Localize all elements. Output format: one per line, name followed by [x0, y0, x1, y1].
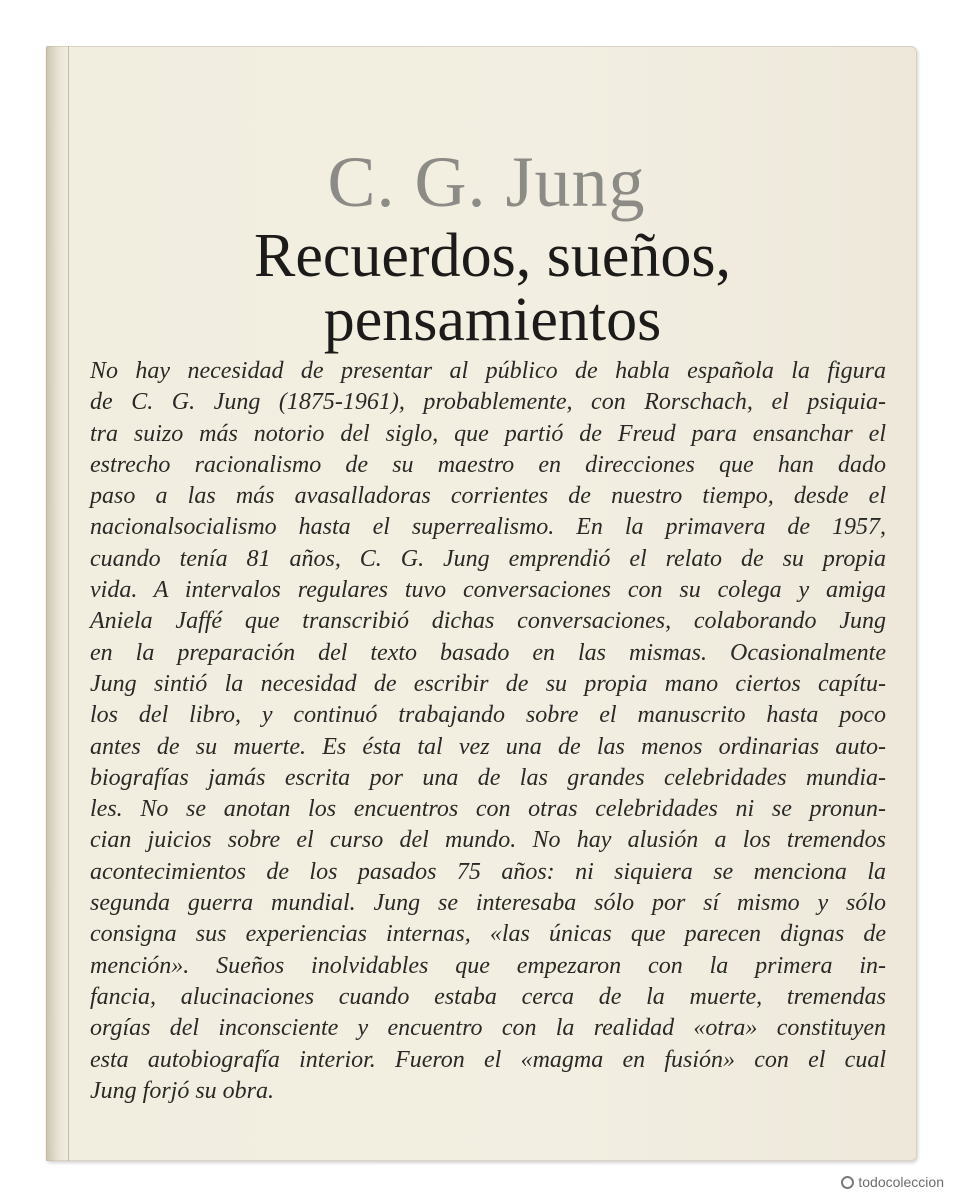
blurb-line: cuando tenía 81 años, C. G. Jung emprendió el relato de su propia [90, 545, 886, 572]
watermark-text: todocoleccion [858, 1174, 944, 1190]
blurb-line: cian juicios sobre el curso del mundo. No hay alusión a los tremendos [90, 827, 886, 854]
blurb-line: vida. A intervalos regulares tuvo conversaciones con su colega y amiga [90, 577, 886, 604]
blurb-line: estrecho racionalismo de su maestro en direcciones que han dado [90, 451, 886, 478]
blurb-line: Aniela Jaffé que transcribió dichas conversaciones, colaborando Jung [90, 608, 886, 635]
blurb-line: orgías del inconsciente y encuentro con la realidad «otra» constituyen [90, 1015, 886, 1042]
blurb-text [90, 356, 886, 1107]
blurb-line: en la preparación del texto basado en las mismas. Ocasionalmente [90, 639, 886, 666]
watermark [841, 1174, 944, 1190]
title-line: Recuerdos, sueños, [254, 222, 731, 290]
blurb-line: No hay necesidad de presentar al público de habla española la figura [90, 358, 886, 384]
blurb-line: nacionalsocialismo hasta el superrealismo. En la primavera de 1957, [90, 514, 886, 541]
blurb-line: antes de su muerte. Es ésta tal vez una de las menos ordinarias auto- [90, 733, 886, 760]
todocoleccion-logo-icon [841, 1176, 854, 1189]
blurb-line: de C. G. Jung (1875-1961), probablemente, con Rorschach, el psiquia- [90, 389, 886, 416]
book-title [46, 224, 917, 352]
blurb-line: tra suizo más notorio del siglo, que partió de Freud para ensanchar el [90, 420, 886, 447]
blurb-line: biografías jamás escrita por una de las grandes celebridades mundia- [90, 764, 886, 791]
book-back-cover [46, 46, 917, 1161]
blurb-line: paso a las más avasalladoras corrientes de nuestro tiempo, desde el [90, 483, 886, 510]
blurb-line: mención». Sueños inolvidables que empezaron con la primera in- [90, 952, 886, 979]
blurb-line: esta autobiografía interior. Fueron el «magma en fusión» con el cual [90, 1046, 886, 1073]
author-name: C. G. Jung [327, 142, 646, 222]
blurb-line: Jung forjó su obra. [90, 1077, 275, 1104]
blurb-line: segunda guerra mundial. Jung se interesaba sólo por sí mismo y sólo [90, 890, 886, 917]
blurb-line: acontecimientos de los pasados 75 años: ni siquiera se menciona la [90, 858, 886, 885]
blurb-line: los del libro, y continuó trabajando sobre el manuscrito hasta poco [90, 702, 886, 729]
blurb-line: fancia, alucinaciones cuando estaba cerca de la muerte, tremendas [90, 983, 886, 1010]
title-line: pensamientos [323, 286, 662, 354]
blurb-line: les. No se anotan los encuentros con otras celebridades ni se pronun- [90, 796, 886, 823]
blurb-line: consigna sus experiencias internas, «las únicas que parecen dignas de [90, 921, 886, 948]
blurb-line: Jung sintió la necesidad de escribir de su propia mano ciertos capítu- [90, 670, 886, 697]
